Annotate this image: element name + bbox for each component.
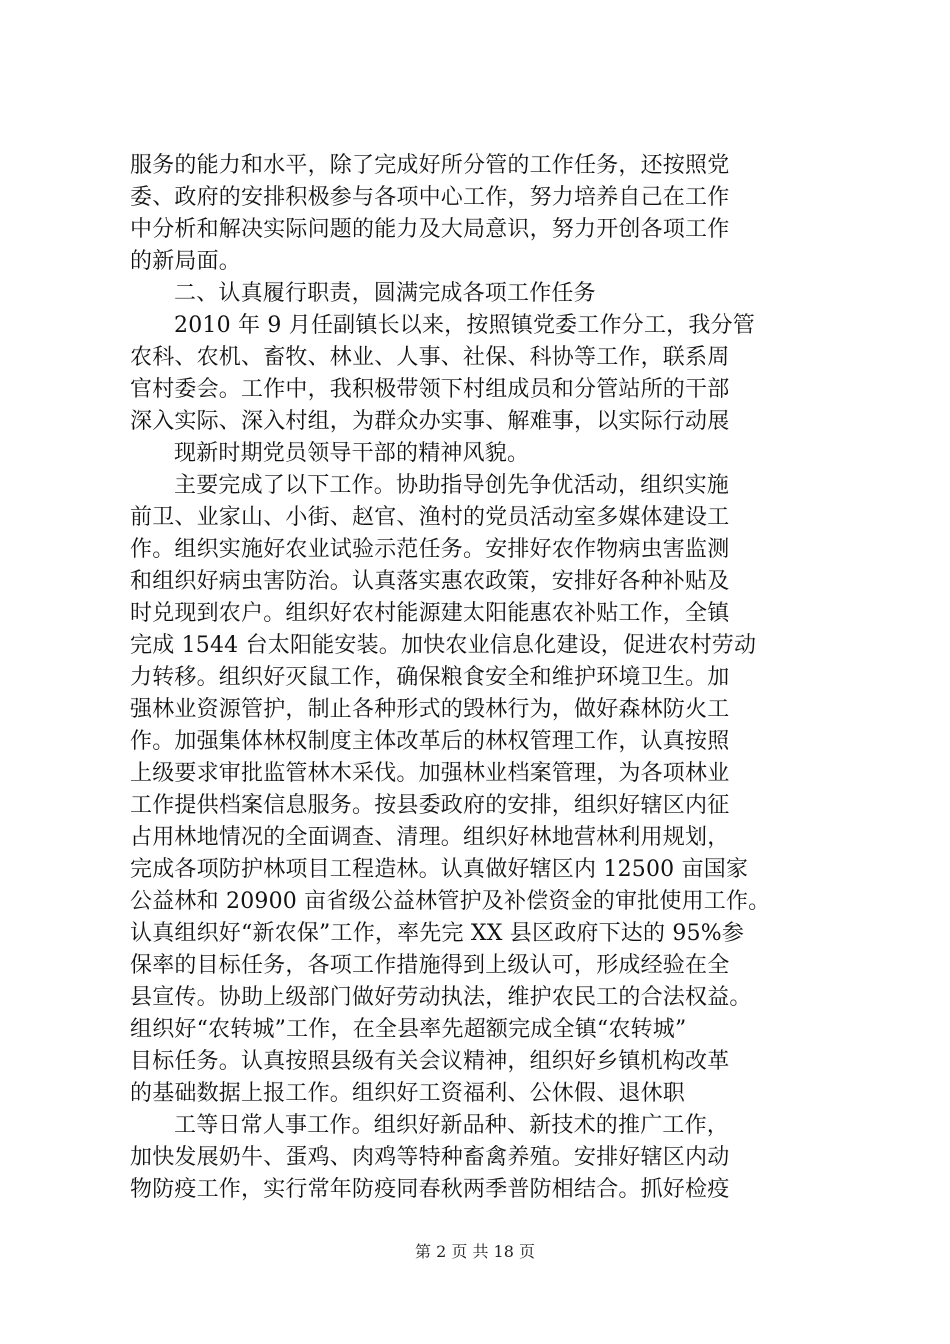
text-line: 服务的能力和水平，除了完成好所分管的工作任务，还按照党 bbox=[130, 153, 730, 178]
text-line: 委、政府的安排积极参与各项中心工作，努力培养自己在工作 bbox=[130, 185, 730, 210]
text-line: 作。加强集体林权制度主体改革后的林权管理工作，认真按照 bbox=[130, 729, 730, 754]
text-line: 强林业资源管护，制止各种形式的毁林行为，做好森林防火工 bbox=[130, 697, 730, 722]
text-line: 时兑现到农户。组织好农村能源建太阳能惠农补贴工作，全镇 bbox=[130, 601, 730, 626]
text-line: 深入实际、深入村组，为群众办实事、解难事，以实际行动展 bbox=[130, 409, 730, 434]
text-line: 和组织好病虫害防治。认真落实惠农政策，安排好各种补贴及 bbox=[130, 569, 730, 594]
text-line: 现新时期党员领导干部的精神风貌。 bbox=[174, 441, 530, 466]
text-line: 工作提供档案信息服务。按县委政府的安排，组织好辖区内征 bbox=[130, 793, 730, 818]
text-line: 保率的目标任务，各项工作措施得到上级认可，形成经验在全 bbox=[130, 953, 730, 978]
text-line: 作。组织实施好农业试验示范任务。安排好农作物病虫害监测 bbox=[130, 537, 730, 562]
text-line: 目标任务。认真按照县级有关会议精神，组织好乡镇机构改革 bbox=[130, 1049, 730, 1074]
text-line: 物防疫工作，实行常年防疫同春秋两季普防相结合。抓好检疫 bbox=[130, 1177, 730, 1202]
text-line: 上级要求审批监管林木采伐。加强林业档案管理，为各项林业 bbox=[130, 761, 730, 786]
page-number-label: 第 2 页 共 18 页 bbox=[415, 1242, 535, 1261]
section-heading: 二、认真履行职责，圆满完成各项工作任务 bbox=[174, 281, 596, 306]
text-line: 组织好“农转城”工作，在全县率先超额完成全镇“农转城” bbox=[130, 1017, 687, 1042]
text-line: 的基础数据上报工作。组织好工资福利、公休假、退休职 bbox=[130, 1081, 686, 1106]
page-footer bbox=[0, 1242, 950, 1262]
text-line: 的新局面。 bbox=[130, 249, 242, 274]
text-line: 农科、农机、畜牧、林业、人事、社保、科协等工作，联系周 bbox=[130, 345, 730, 370]
text-line: 完成各项防护林项目工程造林。认真做好辖区内 12500 亩国家 bbox=[130, 857, 749, 882]
text-line: 认真组织好“新农保”工作，率先完 XX 县区政府下达的 95%参 bbox=[130, 921, 745, 946]
text-line: 2010 年 9 月任副镇长以来，按照镇党委工作分工，我分管 bbox=[174, 313, 755, 338]
text-line: 县宣传。协助上级部门做好劳动执法，维护农民工的合法权益。 bbox=[130, 985, 752, 1010]
text-line: 主要完成了以下工作。协助指导创先争优活动，组织实施 bbox=[174, 473, 730, 498]
text-line: 工等日常人事工作。组织好新品种、新技术的推广工作， bbox=[174, 1113, 730, 1138]
text-line: 官村委会。工作中，我积极带领下村组成员和分管站所的干部 bbox=[130, 377, 730, 402]
text-line: 前卫、业家山、小街、赵官、渔村的党员活动室多媒体建设工 bbox=[130, 505, 730, 530]
text-line: 公益林和 20900 亩省级公益林管护及补偿资金的审批使用工作。 bbox=[130, 889, 771, 914]
text-line: 占用林地情况的全面调查、清理。组织好林地营林利用规划， bbox=[130, 825, 730, 850]
text-line: 力转移。组织好灭鼠工作，确保粮食安全和维护环境卫生。加 bbox=[130, 665, 730, 690]
document-body bbox=[130, 150, 830, 1206]
text-line: 加快发展奶牛、蛋鸡、肉鸡等特种畜禽养殖。安排好辖区内动 bbox=[130, 1145, 730, 1170]
text-line: 完成 1544 台太阳能安装。加快农业信息化建设，促进农村劳动 bbox=[130, 633, 757, 658]
text-line: 中分析和解决实际问题的能力及大局意识，努力开创各项工作 bbox=[130, 217, 730, 242]
